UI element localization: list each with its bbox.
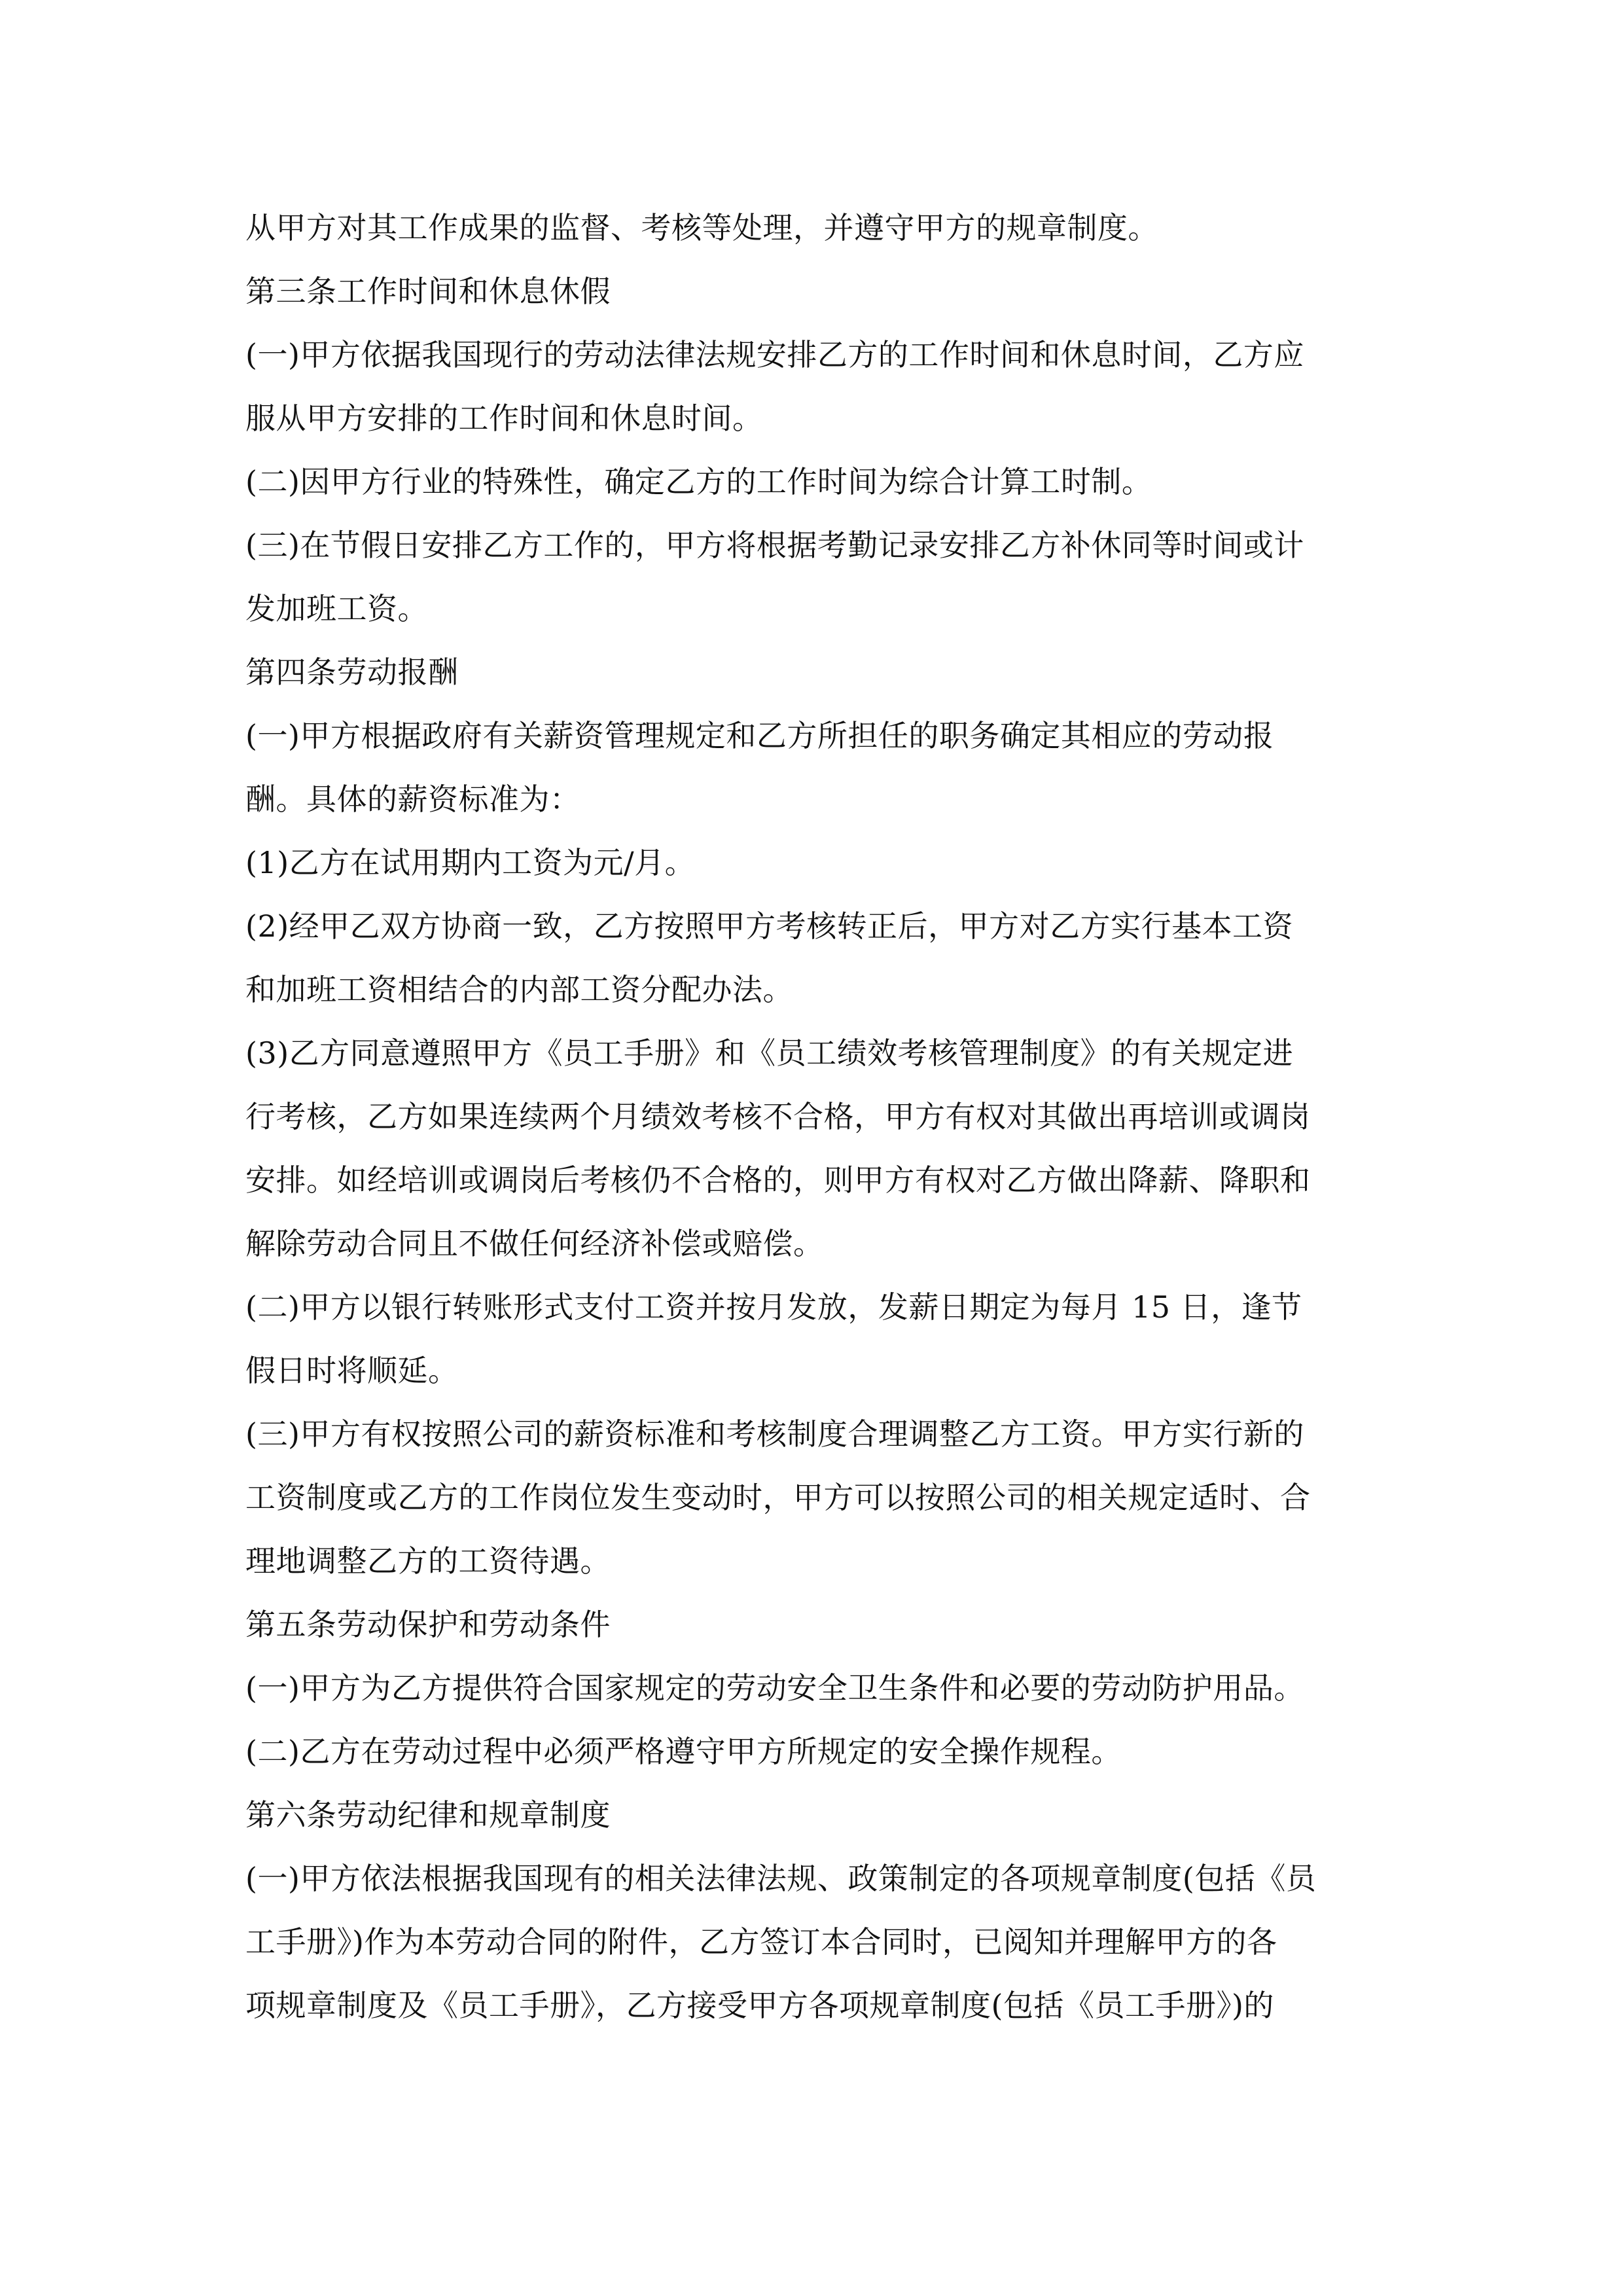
text-line: 发加班工资。 [245,591,428,626]
section-heading-article-3: 第三条工作时间和休息休假 [245,274,611,309]
text-line: (一)甲方根据政府有关薪资管理规定和乙方所担任的职务确定其相应的劳动报 [245,718,1274,753]
contract-body-text [245,196,1397,2037]
text-line: (一)甲方依据我国现行的劳动法律法规安排乙方的工作时间和休息时间，乙方应 [245,337,1304,372]
text-line: (三)在节假日安排乙方工作的，甲方将根据考勤记录安排乙方补休同等时间或计 [245,528,1304,563]
text-line: (二)乙方在劳动过程中必须严格遵守甲方所规定的安全操作规程。 [245,1734,1122,1769]
text-line: 解除劳动合同且不做任何经济补偿或赔偿。 [245,1226,824,1261]
text-line: 酬。具体的薪资标准为： [245,781,580,817]
text-line: (二)因甲方行业的特殊性，确定乙方的工作时间为综合计算工时制。 [245,464,1152,499]
text-line: 安排。如经培训或调岗后考核仍不合格的，则甲方有权对乙方做出降薪、降职和 [245,1162,1311,1198]
text-line: 理地调整乙方的工资待遇。 [245,1543,611,1579]
text-line: 项规章制度及《员工手册》，乙方接受甲方各项规章制度(包括《员工手册》)的 [245,1988,1274,2023]
text-line: (一)甲方为乙方提供符合国家规定的劳动安全卫生条件和必要的劳动防护用品。 [245,1670,1304,1706]
text-line: (1)乙方在试用期内工资为元/月。 [245,845,696,880]
text-line: 工资制度或乙方的工作岗位发生变动时，甲方可以按照公司的相关规定适时、合 [245,1480,1311,1515]
text-line: 行考核，乙方如果连续两个月绩效考核不合格，甲方有权对其做出再培训或调岗 [245,1099,1311,1134]
text-line: 假日时将顺延。 [245,1353,459,1388]
text-line: 和加班工资相结合的内部工资分配办法。 [245,972,793,1007]
section-heading-article-5: 第五条劳动保护和劳动条件 [245,1607,611,1642]
text-line: (二)甲方以银行转账形式支付工资并按月发放，发薪日期定为每月 15 日，逢节 [245,1289,1302,1325]
section-heading-article-4: 第四条劳动报酬 [245,655,459,690]
section-heading-article-6: 第六条劳动纪律和规章制度 [245,1797,611,1833]
text-line: 从甲方对其工作成果的监督、考核等处理，并遵守甲方的规章制度。 [245,210,1158,245]
text-line: 服从甲方安排的工作时间和休息时间。 [245,401,763,436]
text-line: 工手册》)作为本劳动合同的附件，乙方签订本合同时，已阅知并理解甲方的各 [245,1924,1277,1960]
text-line: (三)甲方有权按照公司的薪资标准和考核制度合理调整乙方工资。甲方实行新的 [245,1416,1304,1452]
text-line: (一)甲方依法根据我国现有的相关法律法规、政策制定的各项规章制度(包括《员 [245,1861,1317,1896]
text-line: (2)经甲乙双方协商一致，乙方按照甲方考核转正后，甲方对乙方实行基本工资 [245,908,1294,944]
text-line: (3)乙方同意遵照甲方《员工手册》和《员工绩效考核管理制度》的有关规定进 [245,1035,1294,1071]
